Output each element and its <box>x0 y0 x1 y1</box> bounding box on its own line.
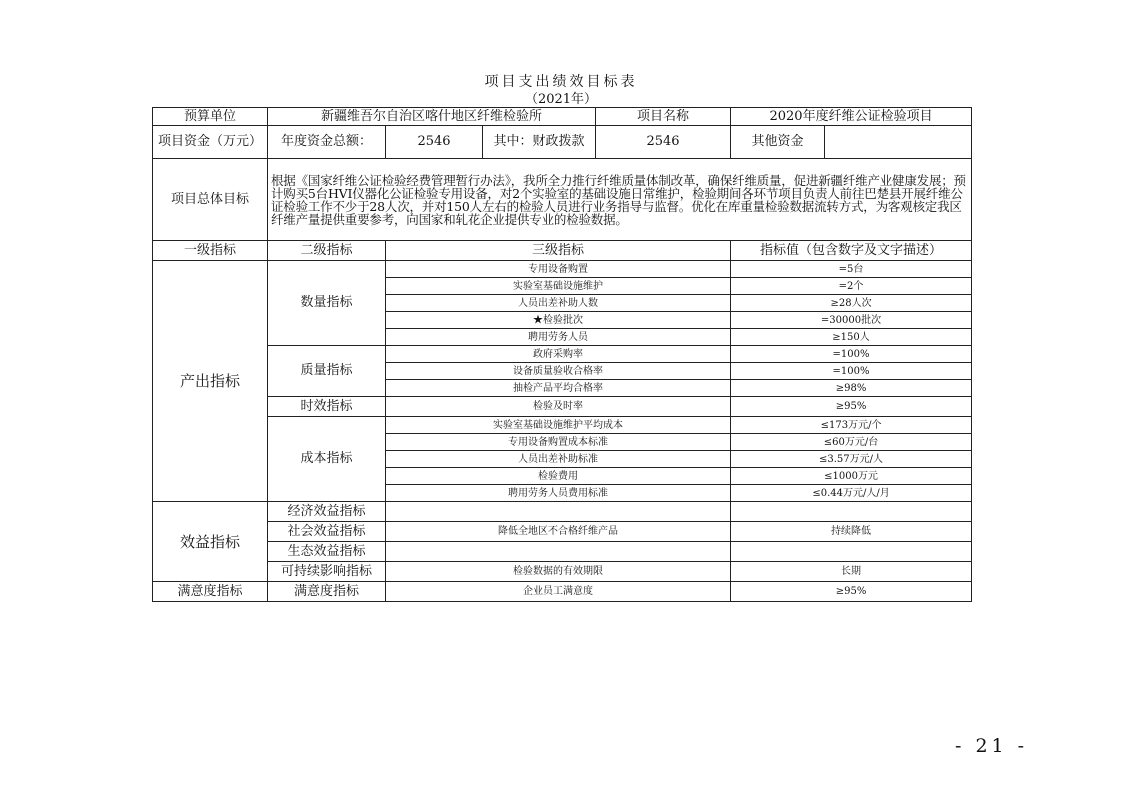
indicator-value: =5台 <box>731 261 972 278</box>
column-level2: 二级指标 <box>268 241 386 261</box>
indicator-name: 专用设备购置 <box>386 261 731 278</box>
other-funds-value <box>825 126 972 159</box>
table-row <box>153 346 972 363</box>
table-row <box>153 522 972 542</box>
indicator-name: 检验及时率 <box>386 397 731 417</box>
table-row <box>153 417 972 434</box>
table-row <box>153 542 972 562</box>
indicator-value: ≥150人 <box>731 329 972 346</box>
indicator-name: 设备质量验收合格率 <box>386 363 731 380</box>
fiscal-value: 2546 <box>596 126 731 159</box>
indicator-name: ★检验批次 <box>386 312 731 329</box>
indicator-value: ≤1000万元 <box>731 468 972 485</box>
indicator-value: =100% <box>731 363 972 380</box>
indicator-name: 企业员工满意度 <box>386 582 731 602</box>
timeliness-indicator-label: 时效指标 <box>268 397 386 417</box>
indicator-name: 人员出差补助人数 <box>386 295 731 312</box>
cost-indicator-label: 成本指标 <box>268 417 386 502</box>
indicator-name <box>386 542 731 562</box>
indicator-value <box>731 542 972 562</box>
goal-text: 根据《国家纤维公证检验经费管理暂行办法》，我所全力推行纤维质量体制改革，确保纤维质量，促进新疆纤维产业健康发展；预计购买5台HVI仪器化公证检验专用设备，对2个实验室的基础设施日常维护，检验期间各环节项目负责人前往巴楚县开展纤维公证检验工作不少于28人次，并对150人左右的检验人员进行业务指导与监督。优化在库重量检验数据流转方式，为客观核定我区纤维产量提供重要参考，向国家和轧花企业提供专业的检验数据。 <box>268 159 972 241</box>
indicator-name: 聘用劳务人员费用标准 <box>386 485 731 502</box>
indicator-name: 实验室基础设施维护平均成本 <box>386 417 731 434</box>
table-row <box>153 502 972 522</box>
indicator-value: =2个 <box>731 278 972 295</box>
project-name-label: 项目名称 <box>596 108 731 126</box>
budget-unit-value: 新疆维吾尔自治区喀什地区纤维检验所 <box>268 108 596 126</box>
satisfaction-sub-label: 满意度指标 <box>268 582 386 602</box>
funds-row <box>153 126 972 159</box>
goal-row <box>153 159 972 241</box>
indicator-value: ≤0.44万元/人/月 <box>731 485 972 502</box>
indicator-name: 抽检产品平均合格率 <box>386 380 731 397</box>
goal-label: 项目总体目标 <box>153 159 268 241</box>
indicator-value: ≥95% <box>731 582 972 602</box>
indicator-name <box>386 502 731 522</box>
indicator-name: 专用设备购置成本标准 <box>386 434 731 451</box>
indicator-value: ≥28人次 <box>731 295 972 312</box>
fiscal-label: 其中：财政拨款 <box>483 126 596 159</box>
page-number: - 21 - <box>955 735 1029 757</box>
indicator-value <box>731 502 972 522</box>
budget-unit-label: 预算单位 <box>153 108 268 126</box>
annual-total-label: 年度资金总额： <box>268 126 386 159</box>
benefit-indicator-label: 效益指标 <box>153 502 268 582</box>
indicator-value: 持续降低 <box>731 522 972 542</box>
table-row <box>153 562 972 582</box>
column-level1: 一级指标 <box>153 241 268 261</box>
page-subtitle-year: （2021年） <box>524 92 598 107</box>
satisfaction-indicator-label: 满意度指标 <box>153 582 268 602</box>
indicator-value: 长期 <box>731 562 972 582</box>
indicator-value: ≥98% <box>731 380 972 397</box>
indicator-name: 人员出差补助标准 <box>386 451 731 468</box>
indicator-value: =30000批次 <box>731 312 972 329</box>
indicator-name: 实验室基础设施维护 <box>386 278 731 295</box>
indicator-value: ≤173万元/个 <box>731 417 972 434</box>
indicator-name: 聘用劳务人员 <box>386 329 731 346</box>
header-row <box>153 108 972 126</box>
quality-indicator-label: 质量指标 <box>268 346 386 397</box>
column-header-row <box>153 241 972 261</box>
performance-table <box>152 107 972 602</box>
quantity-indicator-label: 数量指标 <box>268 261 386 346</box>
indicator-value: ≥95% <box>731 397 972 417</box>
indicator-name: 检验数据的有效期限 <box>386 562 731 582</box>
funds-label: 项目资金（万元） <box>153 126 268 159</box>
sustainable-impact-label: 可持续影响指标 <box>268 562 386 582</box>
ecological-benefit-label: 生态效益指标 <box>268 542 386 562</box>
table-row <box>153 582 972 602</box>
annual-total-value: 2546 <box>386 126 483 159</box>
indicator-value: =100% <box>731 346 972 363</box>
output-indicator-label: 产出指标 <box>153 261 268 502</box>
column-value: 指标值（包含数字及文字描述） <box>731 241 972 261</box>
page-title: 项目支出绩效目标表 <box>484 74 638 90</box>
indicator-name: 降低全地区不合格纤维产品 <box>386 522 731 542</box>
other-funds-label: 其他资金 <box>731 126 825 159</box>
social-benefit-label: 社会效益指标 <box>268 522 386 542</box>
indicator-name: 政府采购率 <box>386 346 731 363</box>
table-row <box>153 261 972 278</box>
indicator-value: ≤60万元/台 <box>731 434 972 451</box>
table-row <box>153 397 972 417</box>
column-level3: 三级指标 <box>386 241 731 261</box>
economic-benefit-label: 经济效益指标 <box>268 502 386 522</box>
project-name-value: 2020年度纤维公证检验项目 <box>731 108 972 126</box>
indicator-value: ≤3.57万元/人 <box>731 451 972 468</box>
indicator-name: 检验费用 <box>386 468 731 485</box>
